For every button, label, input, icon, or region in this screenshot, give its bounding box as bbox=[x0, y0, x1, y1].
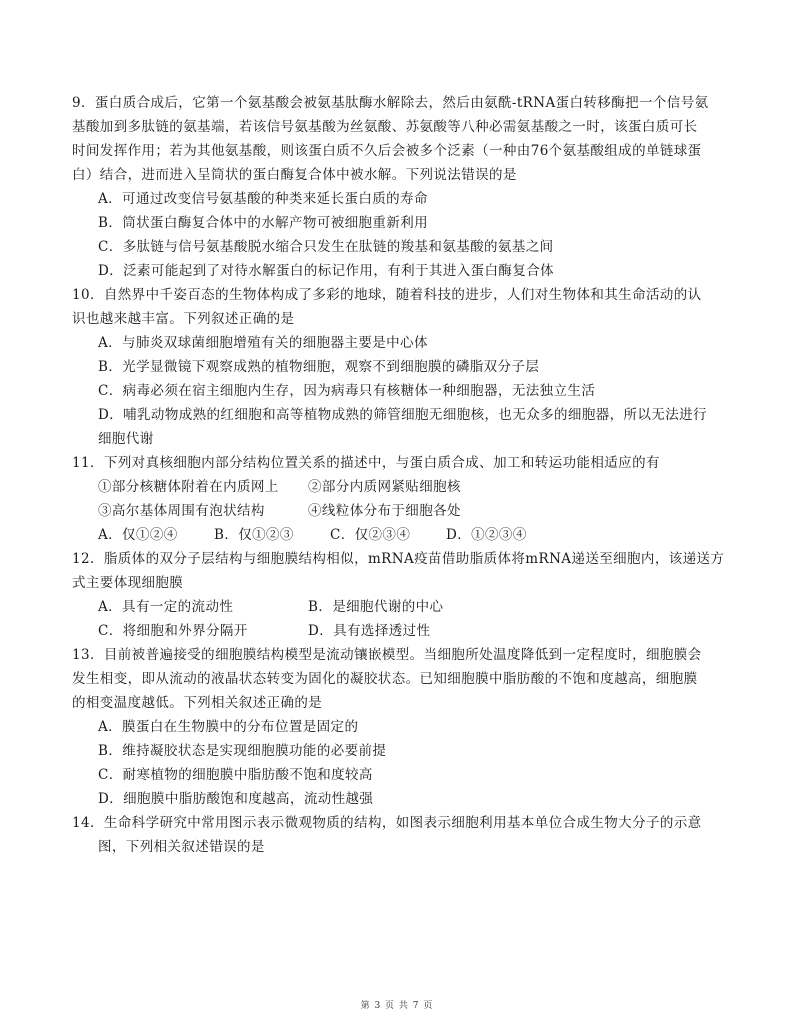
question-stem-line: 时间发挥作用；若为其他氨基酸，则该蛋白质不久后会被多个泛素（一种由76个氨基酸组成的单链球蛋 bbox=[72, 143, 702, 159]
option-b: B．是细胞代谢的中心 bbox=[308, 599, 444, 615]
option-d: D．哺乳动物成熟的红细胞和高等植物成熟的筛管细胞无细胞核，也无众多的细胞器，所以无法进行 bbox=[98, 407, 707, 423]
question-stem-line: 的相变温度越低。下列相关叙述正确的是 bbox=[72, 695, 323, 711]
question-stem-line: 9．蛋白质合成后，它第一个氨基酸会被氨基肽酶水解除去，然后由氨酰-tRNA蛋白转移酶把一个信号氨 bbox=[72, 95, 709, 111]
option-d: D．①②③④ bbox=[446, 527, 527, 543]
question-stem-line: 10．自然界中千姿百态的生物体构成了多彩的地球，随着科技的进步，人们对生物体和其生命活动的认 bbox=[72, 287, 702, 303]
option-b: B．仅①②③ bbox=[214, 527, 294, 543]
option-b: B．维持凝胶状态是实现细胞膜功能的必要前提 bbox=[98, 743, 387, 759]
option-c: C．病毒必须在宿主细胞内生存，因为病毒只有核糖体一种细胞器，无法独立生活 bbox=[98, 383, 596, 399]
question-9 bbox=[72, 91, 732, 283]
options-row bbox=[72, 523, 732, 547]
option-d: D．泛素可能起到了对待水解蛋白的标记作用，有利于其进入蛋白酶复合体 bbox=[98, 263, 555, 279]
question-stem-line: 12．脂质体的双分子层结构与细胞膜结构相似，mRNA疫苗借助脂质体将mRNA递送至细胞内，该递送方 bbox=[72, 551, 725, 567]
question-13 bbox=[72, 643, 732, 811]
question-10 bbox=[72, 283, 732, 451]
question-12 bbox=[72, 547, 732, 643]
option-a: A．膜蛋白在生物膜中的分布位置是固定的 bbox=[98, 719, 359, 735]
item-row bbox=[72, 475, 732, 499]
option-a: A．可通过改变信号氨基酸的种类来延长蛋白质的寿命 bbox=[98, 191, 428, 207]
option-b: B．光学显微镜下观察成熟的植物细胞，观察不到细胞膜的磷脂双分子层 bbox=[98, 359, 540, 375]
options-row bbox=[72, 595, 732, 619]
question-14 bbox=[72, 811, 732, 859]
option-a: A．具有一定的流动性 bbox=[98, 599, 234, 615]
option-c: C．耐寒植物的细胞膜中脂肪酸不饱和度较高 bbox=[98, 767, 373, 783]
item-4: ④线粒体分布于细胞各处 bbox=[308, 503, 461, 519]
option-d: D．具有选择透过性 bbox=[308, 623, 431, 639]
option-a: A．与肺炎双球菌细胞增殖有关的细胞器主要是中心体 bbox=[98, 335, 428, 351]
option-c: C．将细胞和外界分隔开 bbox=[98, 623, 248, 639]
item-2: ②部分内质网紧贴细胞核 bbox=[308, 479, 461, 495]
question-stem-line: 11．下列对真核细胞内部分结构位置关系的描述中，与蛋白质合成、加工和转运功能相适应的有 bbox=[72, 455, 660, 471]
option-a: A．仅①②④ bbox=[98, 527, 178, 543]
option-c: C．仅②③④ bbox=[330, 527, 411, 543]
item-row bbox=[72, 499, 732, 523]
question-stem-line: 基酸加到多肽链的氨基端，若该信号氨基酸为丝氨酸、苏氨酸等八种必需氨基酸之一时，该蛋白质可长 bbox=[72, 119, 698, 135]
question-stem-line: 图，下列相关叙述错误的是 bbox=[98, 839, 265, 855]
question-stem-line: 式主要体现细胞膜 bbox=[72, 575, 184, 591]
item-3: ③高尔基体周围有泡状结构 bbox=[98, 503, 265, 519]
options-row bbox=[72, 619, 732, 643]
option-d: D．细胞膜中脂肪酸饱和度越高，流动性越强 bbox=[98, 791, 374, 807]
item-1: ①部分核糖体附着在内质网上 bbox=[98, 479, 279, 495]
question-stem-line: 白）结合，进而进入呈筒状的蛋白酶复合体中被水解。下列说法错误的是 bbox=[72, 167, 517, 183]
question-11 bbox=[72, 451, 732, 547]
question-stem-line: 识也越来越丰富。下列叙述正确的是 bbox=[72, 311, 295, 327]
question-stem-line: 发生相变，即从流动的液晶状态转变为固化的凝胶状态。已知细胞膜中脂肪酸的不饱和度越高，细胞膜 bbox=[72, 671, 698, 687]
page-footer: 第 3 页 共 7 页 bbox=[360, 1001, 434, 1011]
option-d-continued: 细胞代谢 bbox=[98, 431, 154, 447]
question-stem-line: 13．目前被普遍接受的细胞膜结构模型是流动镶嵌模型。当细胞所处温度降低到一定程度时，细胞膜会 bbox=[72, 647, 702, 663]
option-c: C．多肽链与信号氨基酸脱水缩合只发生在肽链的羧基和氨基酸的氨基之间 bbox=[98, 239, 554, 255]
question-stem-line: 14．生命科学研究中常用图示表示微观物质的结构，如图表示细胞利用基本单位合成生物大分子的示意 bbox=[72, 815, 702, 831]
option-b: B．筒状蛋白酶复合体中的水解产物可被细胞重新利用 bbox=[98, 215, 429, 231]
